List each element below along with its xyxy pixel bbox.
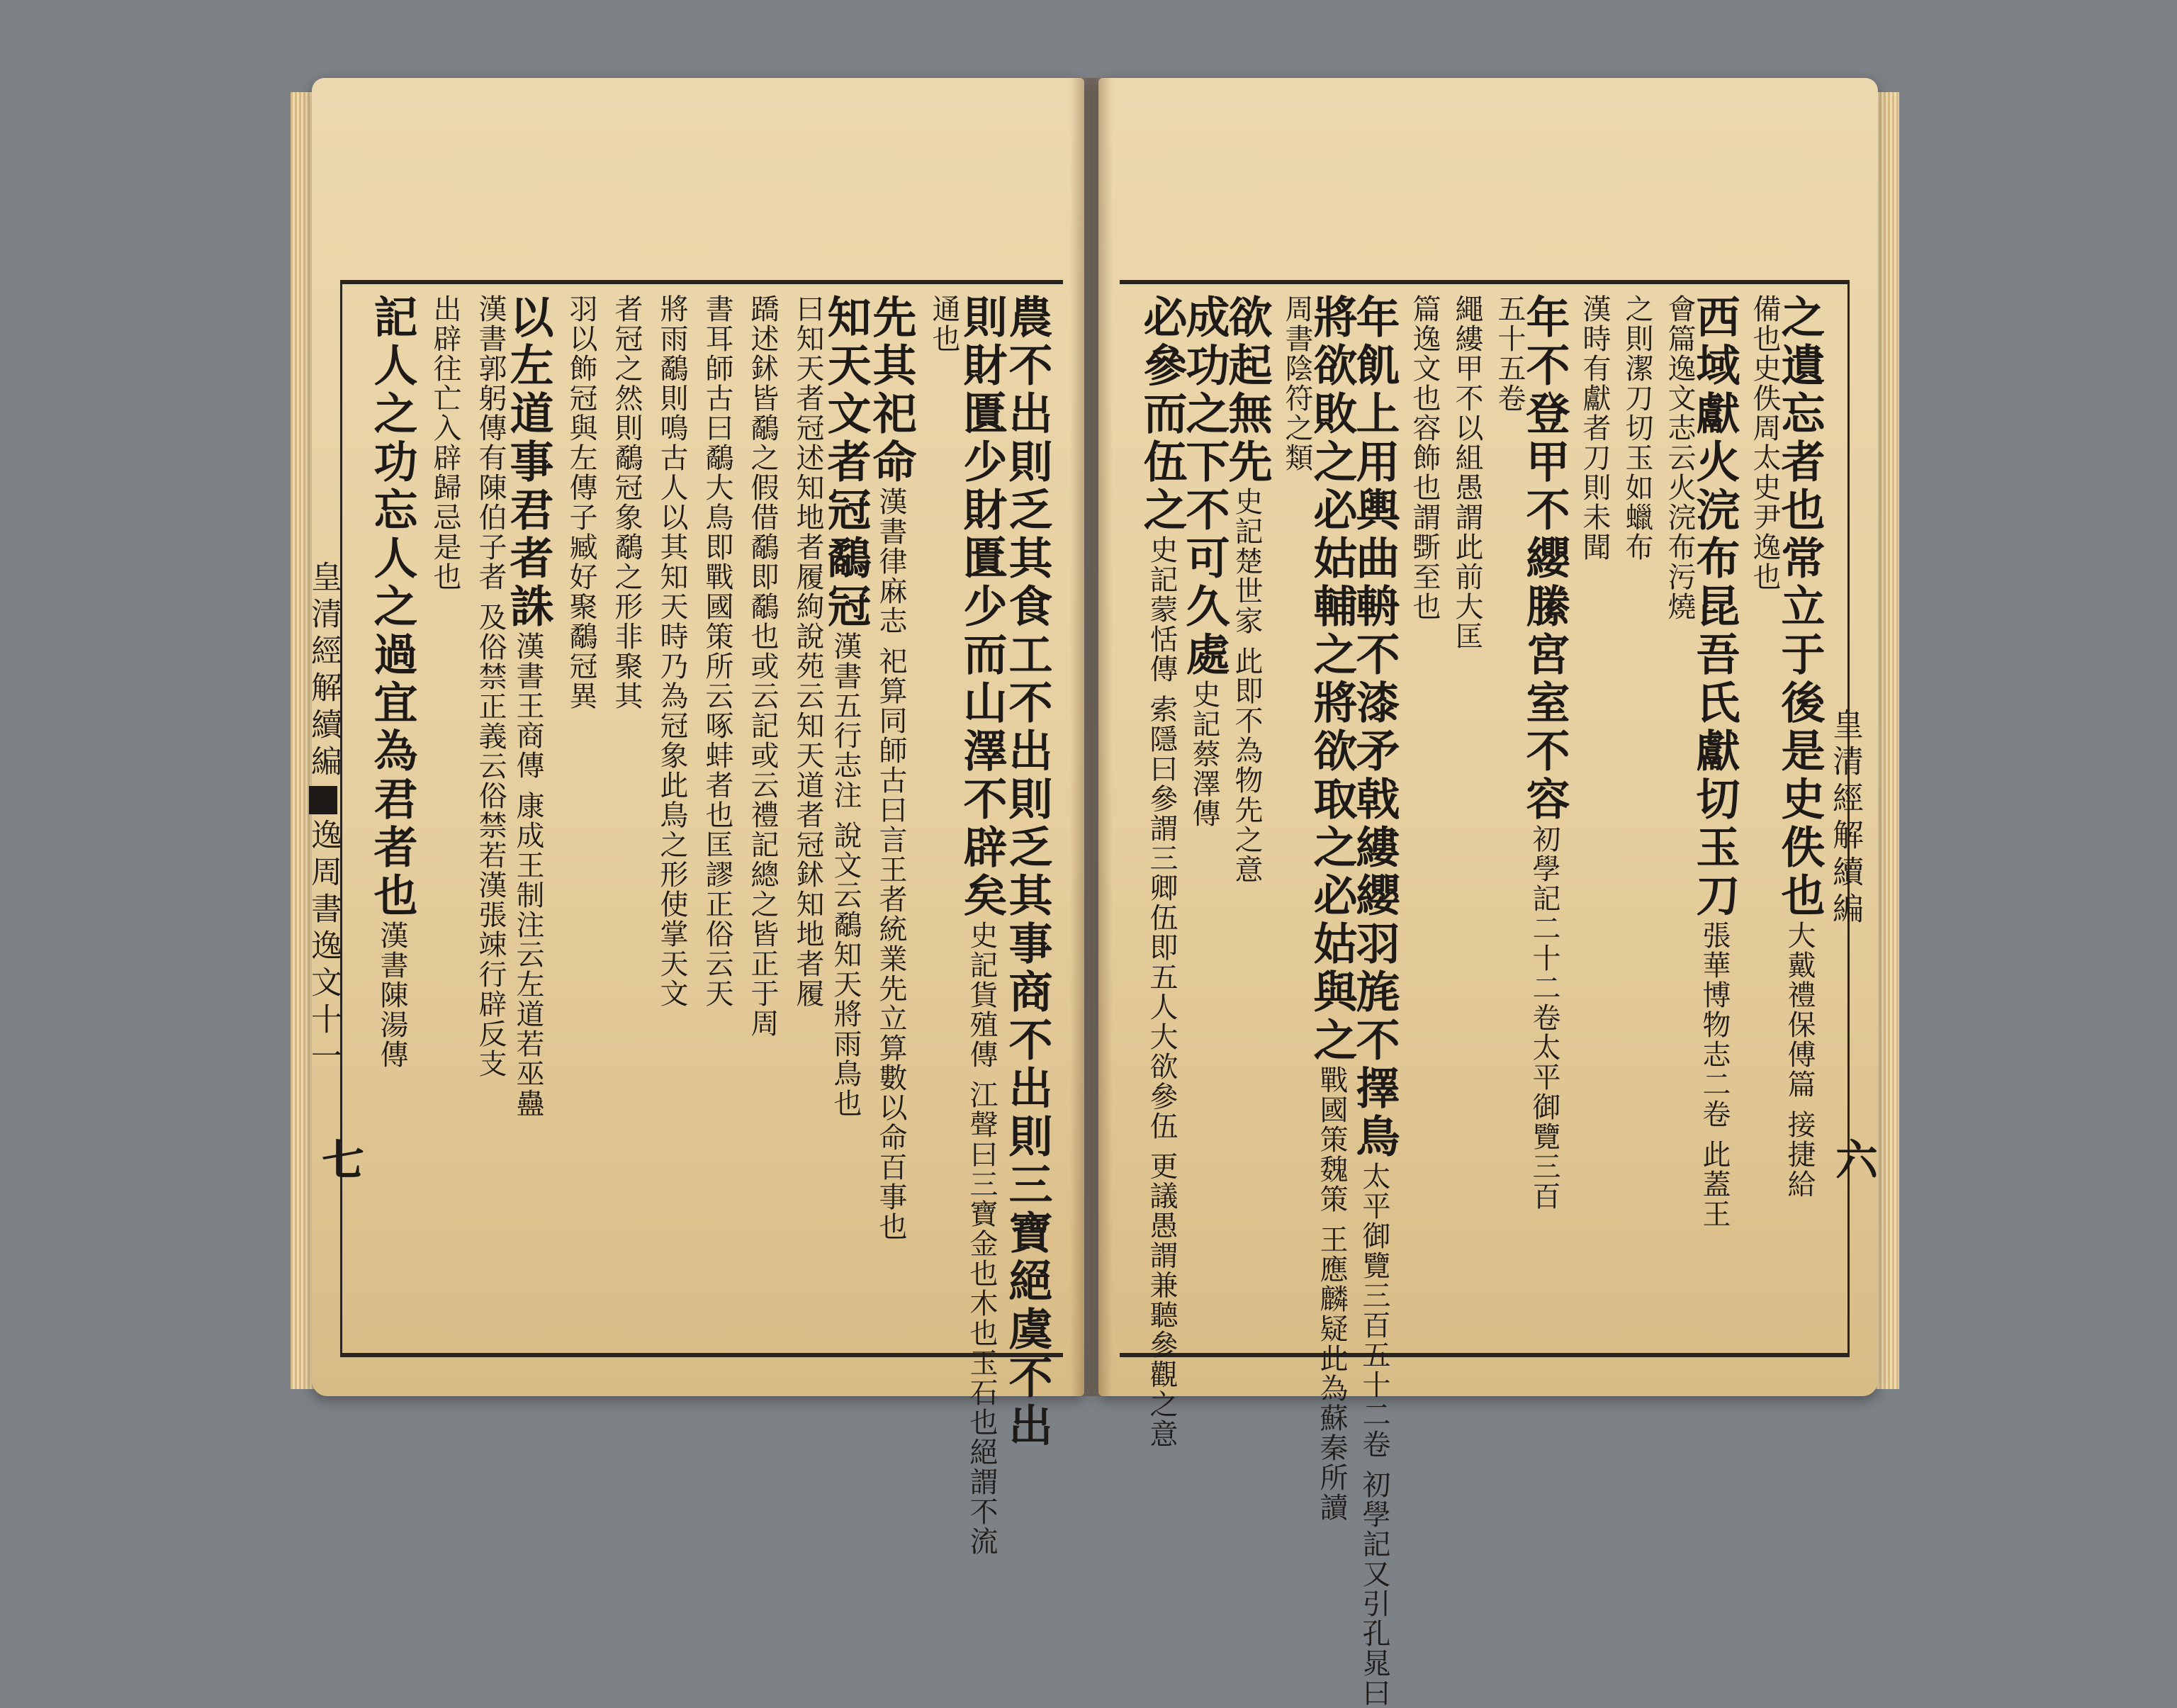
left-commentary-text: 漢書五行志注 說文云鷸知天將雨鳥也 bbox=[829, 631, 862, 1118]
left-banxin-subtitle: 逸周書逸文十一 bbox=[305, 819, 342, 1077]
right-column bbox=[1566, 294, 1609, 1336]
left-main-text: 先其祀命 bbox=[865, 294, 917, 487]
right-commentary-text: 周書陰符之類 bbox=[1281, 294, 1313, 473]
left-column bbox=[731, 294, 777, 1336]
right-main-text: 成功之下不可久處 bbox=[1178, 294, 1230, 680]
left-column bbox=[956, 294, 1008, 1556]
left-column bbox=[366, 294, 418, 1336]
left-column bbox=[502, 294, 554, 1336]
left-commentary-text: 漢書律麻志 祀算同師古曰言王者統業先立算數以命百事也 bbox=[874, 487, 907, 1242]
right-page bbox=[1098, 78, 1878, 1708]
right-main-text: 年不登甲不纓縢宮室不容 bbox=[1519, 294, 1570, 824]
right-column bbox=[1221, 294, 1273, 1336]
right-commentary-text: 張華博物志二卷 此蓋王 bbox=[1698, 921, 1731, 1229]
left-column bbox=[686, 294, 731, 1336]
right-commentary-text: 篇逸文也容飾也謂斲至也 bbox=[1408, 294, 1441, 622]
left-banxin bbox=[305, 283, 346, 1354]
right-commentary-text: 史記楚世家 此即不為物先之意 bbox=[1230, 487, 1263, 884]
right-column bbox=[1519, 294, 1570, 1336]
left-main-text: 則財匱少財匱少而山澤不辟矣 bbox=[956, 294, 1008, 921]
open-book bbox=[305, 78, 1878, 1708]
right-column bbox=[1481, 294, 1524, 1336]
right-commentary-text: 戰國策魏策 王應麟疑此為蘇秦所讀 bbox=[1315, 1065, 1348, 1522]
right-column bbox=[1349, 294, 1400, 1708]
right-column bbox=[1736, 294, 1779, 1336]
fish-tail-mark bbox=[309, 786, 337, 814]
left-column bbox=[913, 294, 958, 1336]
right-commentary-text: 太平御覽三百五十二卷 初學記又引孔晁曰 bbox=[1358, 1162, 1390, 1708]
book-gutter bbox=[1070, 78, 1113, 1396]
right-commentary-text: 大戴禮保傅篇 接捷給 bbox=[1783, 921, 1816, 1199]
right-commentary-text: 備也史佚周太史尹逸也 bbox=[1748, 294, 1781, 592]
left-commentary-text: 漢書郭躬傳有陳伯子者 及俗禁正義云俗禁若漢張竦行辟反支 bbox=[474, 294, 507, 1079]
right-column bbox=[1306, 294, 1358, 1522]
left-commentary-text: 將雨鷸則鳴古人以其知天時乃為冠象此鳥之形使掌天文 bbox=[656, 294, 688, 1008]
right-column bbox=[1136, 294, 1188, 1449]
right-column bbox=[1609, 294, 1651, 1336]
right-main-text: 之遺忘者也常立于後是史佚也 bbox=[1774, 294, 1826, 921]
left-column bbox=[459, 294, 505, 1336]
left-page-number: 七 bbox=[322, 1136, 364, 1186]
right-commentary-text: 會篇逸文志云火浣布污燒 bbox=[1663, 294, 1696, 622]
left-column bbox=[1001, 294, 1053, 1451]
right-commentary-text: 五十五卷 bbox=[1493, 294, 1526, 413]
left-commentary-text: 漢書陳湯傳 bbox=[376, 921, 408, 1069]
right-column bbox=[1396, 294, 1439, 1336]
left-column bbox=[820, 294, 872, 1336]
right-column bbox=[1268, 294, 1311, 1336]
left-main-text: 知天文者冠鷸冠 bbox=[820, 294, 872, 631]
left-column bbox=[641, 294, 686, 1336]
right-commentary-text: 之則潔刀切玉如蠟布 bbox=[1621, 294, 1653, 562]
right-commentary-text: 史記蔡澤傳 bbox=[1188, 680, 1220, 828]
right-page-number: 六 bbox=[1835, 1136, 1878, 1186]
right-main-text: 西域獻火浣布昆吾氏獻切玉刀 bbox=[1689, 294, 1740, 921]
right-banxin bbox=[1827, 283, 1867, 1354]
right-main-text: 必參而伍之 bbox=[1136, 294, 1188, 535]
left-commentary-text: 書耳師古曰鷸大鳥即戰國策所云啄蚌者也匡謬正俗云天 bbox=[701, 294, 733, 1008]
left-commentary-text: 者冠之然則鷸冠象鷸之形非聚其 bbox=[610, 294, 643, 711]
right-main-text: 年飢上用輿曲輈不漆矛戟縷纓羽旄不擇鳥 bbox=[1349, 294, 1400, 1162]
left-commentary-text: 漢書王商傳 康成王制注云左道若巫蠱 bbox=[512, 631, 544, 1118]
left-column bbox=[595, 294, 641, 1336]
left-main-text: 以左道事君者誅 bbox=[502, 294, 554, 631]
right-commentary-text: 繩縷甲不以組愚謂此前大匡 bbox=[1451, 294, 1483, 651]
left-main-text: 農不出則乏其食工不出則乏其事商不出則三寶絕虞不出 bbox=[1001, 294, 1053, 1451]
left-commentary-text: 羽以飾冠與左傳子臧好聚鷸冠異 bbox=[565, 294, 597, 711]
right-commentary-text: 漢時有獻者刀則未聞 bbox=[1578, 294, 1611, 562]
left-main-text: 記人之功忘人之過宜為君者也 bbox=[366, 294, 418, 921]
left-page bbox=[305, 78, 1084, 1556]
left-commentary-text: 史記貨殖傳 江聲曰三寶金也木也玉石也絕謂不流 bbox=[965, 921, 998, 1556]
right-main-text: 將欲敗之必姑輔之將欲取之必姑與之 bbox=[1306, 294, 1358, 1065]
right-column bbox=[1178, 294, 1230, 1336]
right-main-text: 欲起無先 bbox=[1221, 294, 1273, 487]
left-commentary-text: 出辟往亡入辟歸忌是也 bbox=[429, 294, 461, 592]
right-column bbox=[1774, 294, 1826, 1336]
right-column bbox=[1651, 294, 1694, 1336]
right-column bbox=[1689, 294, 1740, 1336]
left-column bbox=[865, 294, 917, 1336]
right-banxin-title: 皇清經解續編 bbox=[1827, 708, 1863, 929]
left-column bbox=[777, 294, 822, 1336]
right-column bbox=[1439, 294, 1481, 1336]
right-commentary-text: 初學記二十二卷太平御覽三百 bbox=[1528, 824, 1560, 1211]
left-commentary-text: 蹻述鉥皆鷸之假借鷸即鷸也或云記或云禮記總之皆正于周 bbox=[746, 294, 779, 1038]
left-column bbox=[414, 294, 459, 1336]
left-banxin-title: 皇清經解續編 bbox=[305, 561, 342, 782]
left-commentary-text: 通也 bbox=[928, 294, 960, 354]
left-commentary-text: 曰知天者冠述知地者履絇說苑云知天道者冠鉥知地者履 bbox=[792, 294, 824, 1008]
right-commentary-text: 史記蒙恬傳 索隱曰參謂三卿伍即五人大欲參伍 更議愚謂兼聽參觀之意 bbox=[1145, 535, 1178, 1449]
left-column bbox=[550, 294, 595, 1336]
